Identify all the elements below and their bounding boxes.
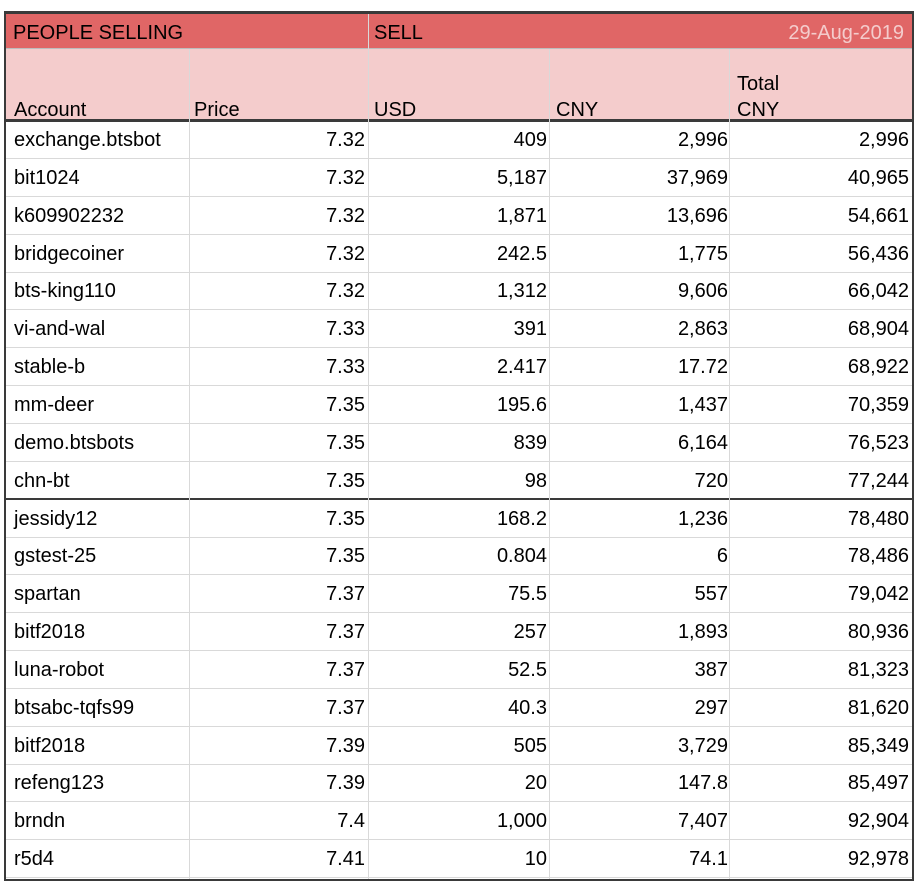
- price-cell[interactable]: 7.39: [326, 734, 365, 757]
- usd-cell[interactable]: 10: [524, 848, 547, 871]
- table-row: [6, 463, 912, 500]
- price-cell[interactable]: 7.37: [326, 583, 365, 606]
- table-row: [6, 236, 912, 273]
- table-row: [6, 728, 912, 765]
- cny-cell[interactable]: 1,437: [677, 393, 728, 416]
- column-separator: [189, 49, 190, 879]
- usd-cell[interactable]: 242.5: [496, 242, 547, 265]
- account-cell[interactable]: bridgecoiner: [14, 242, 125, 265]
- cny-cell[interactable]: 17.72: [677, 356, 728, 379]
- cny-cell[interactable]: 2,863: [677, 318, 728, 341]
- total-cny-cell[interactable]: 79,042: [847, 583, 909, 606]
- total-cny-cell[interactable]: 85,497: [847, 772, 909, 795]
- total-cny-cell[interactable]: 2,996: [858, 129, 909, 151]
- table-row: [6, 311, 912, 348]
- account-cell[interactable]: refeng123: [14, 772, 105, 795]
- usd-cell[interactable]: 98: [524, 469, 547, 492]
- total-cny-cell[interactable]: 78,486: [847, 545, 909, 568]
- account-cell[interactable]: luna-robot: [14, 658, 105, 681]
- usd-cell[interactable]: 1,312: [496, 280, 547, 303]
- usd-cell[interactable]: 839: [513, 431, 547, 454]
- column-separator: [368, 14, 369, 879]
- cny-cell[interactable]: 6: [716, 545, 728, 568]
- account-cell[interactable]: spartan: [14, 583, 81, 606]
- header-total-line2[interactable]: CNY: [737, 99, 780, 121]
- account-cell[interactable]: chn-bt: [14, 469, 70, 492]
- usd-cell[interactable]: 20: [524, 772, 547, 795]
- total-cny-cell[interactable]: 76,523: [847, 431, 909, 454]
- header-price[interactable]: Price: [194, 99, 240, 121]
- total-cny-cell[interactable]: 70,359: [847, 393, 909, 416]
- account-cell[interactable]: bitf2018: [14, 734, 86, 757]
- cny-cell[interactable]: 147.8: [677, 772, 728, 795]
- cny-cell[interactable]: 7,407: [677, 810, 728, 833]
- total-cny-cell[interactable]: 92,904: [847, 810, 909, 833]
- table-row: [6, 349, 912, 386]
- column-separator: [549, 49, 550, 879]
- cny-cell[interactable]: 74.1: [689, 848, 728, 871]
- account-cell[interactable]: btsabc-tqfs99: [14, 696, 135, 719]
- account-cell[interactable]: bts-king110: [14, 280, 116, 303]
- header-total-line1[interactable]: Total: [737, 73, 780, 95]
- usd-cell[interactable]: 409: [513, 129, 547, 151]
- usd-cell[interactable]: 168.2: [496, 507, 547, 530]
- table-row: [6, 803, 912, 840]
- price-cell[interactable]: 7.35: [326, 393, 365, 416]
- table-row: [6, 538, 912, 575]
- table-row: [6, 690, 912, 727]
- price-cell[interactable]: 7.41: [326, 848, 365, 871]
- price-cell[interactable]: 7.32: [326, 280, 365, 303]
- price-cell[interactable]: 7.39: [326, 772, 365, 795]
- selling-table: [4, 11, 914, 881]
- table-row: [6, 425, 912, 462]
- cny-cell[interactable]: 297: [694, 696, 728, 719]
- table-row: [6, 198, 912, 235]
- account-cell[interactable]: gstest-25: [14, 545, 97, 568]
- price-cell[interactable]: 7.35: [326, 507, 365, 530]
- table-row: [6, 765, 912, 802]
- usd-cell[interactable]: 257: [513, 621, 547, 644]
- cny-cell[interactable]: 1,236: [677, 507, 728, 530]
- price-cell[interactable]: 7.32: [326, 204, 365, 227]
- title-row: [6, 14, 912, 49]
- account-cell[interactable]: exchange.btsbot: [14, 129, 161, 151]
- header-usd[interactable]: USD: [374, 99, 417, 121]
- side-label[interactable]: SELL: [374, 22, 423, 44]
- cny-cell[interactable]: 2,996: [677, 129, 728, 151]
- table-row: [6, 501, 912, 538]
- account-cell[interactable]: brndn: [14, 810, 66, 833]
- account-cell[interactable]: stable-b: [14, 356, 86, 379]
- table-row: [6, 652, 912, 689]
- price-cell[interactable]: 7.35: [326, 545, 365, 568]
- usd-cell[interactable]: 505: [513, 734, 547, 757]
- total-cny-cell[interactable]: 85,349: [847, 734, 909, 757]
- usd-cell[interactable]: 5,187: [496, 166, 547, 189]
- price-cell[interactable]: 7.33: [326, 356, 365, 379]
- total-cny-cell[interactable]: 77,244: [847, 469, 909, 492]
- usd-cell[interactable]: 2.417: [496, 356, 547, 379]
- table-row: [6, 122, 912, 159]
- top-strip: [0, 0, 924, 11]
- cny-cell[interactable]: 6,164: [677, 431, 728, 454]
- table-row: [6, 387, 912, 424]
- usd-cell[interactable]: 40.3: [508, 696, 547, 719]
- section-title[interactable]: PEOPLE SELLING: [13, 22, 184, 44]
- account-cell[interactable]: jessidy12: [14, 507, 98, 530]
- usd-cell[interactable]: 1,000: [496, 810, 547, 833]
- table-row: [6, 273, 912, 310]
- cny-cell[interactable]: 1,893: [677, 621, 728, 644]
- account-cell[interactable]: k609902232: [14, 204, 125, 227]
- account-cell[interactable]: r5d4: [14, 848, 55, 871]
- cny-cell[interactable]: 1,775: [677, 242, 728, 265]
- cny-cell[interactable]: 557: [694, 583, 728, 606]
- account-cell[interactable]: vi-and-wal: [14, 318, 106, 341]
- table-row: [6, 841, 912, 878]
- header-cny[interactable]: CNY: [556, 99, 599, 121]
- price-cell[interactable]: 7.35: [326, 469, 365, 492]
- header-row: [6, 49, 912, 122]
- account-cell[interactable]: demo.btsbots: [14, 431, 135, 454]
- cny-cell[interactable]: 13,696: [666, 204, 728, 227]
- column-separator: [729, 49, 730, 879]
- total-cny-cell[interactable]: 68,922: [847, 356, 909, 379]
- table-row: [6, 576, 912, 613]
- usd-cell[interactable]: 195.6: [496, 393, 547, 416]
- price-cell[interactable]: 7.37: [326, 621, 365, 644]
- total-cny-cell[interactable]: 56,436: [847, 242, 909, 265]
- account-cell[interactable]: bitf2018: [14, 621, 86, 644]
- total-cny-cell[interactable]: 81,323: [847, 658, 909, 681]
- usd-cell[interactable]: 52.5: [508, 658, 547, 681]
- total-cny-cell[interactable]: 78,480: [847, 507, 909, 530]
- price-cell[interactable]: 7.32: [326, 129, 365, 151]
- total-cny-cell[interactable]: 92,978: [847, 848, 909, 871]
- cny-cell[interactable]: 37,969: [666, 166, 728, 189]
- total-cny-cell[interactable]: 81,620: [847, 696, 909, 719]
- price-cell[interactable]: 7.32: [326, 166, 365, 189]
- price-cell[interactable]: 7.37: [326, 658, 365, 681]
- header-account[interactable]: Account: [14, 99, 87, 121]
- account-cell[interactable]: mm-deer: [14, 393, 95, 416]
- total-cny-cell[interactable]: 66,042: [847, 280, 909, 303]
- table-row: [6, 614, 912, 651]
- total-cny-cell[interactable]: 68,904: [847, 318, 909, 341]
- total-cny-cell[interactable]: 54,661: [847, 204, 909, 227]
- total-cny-cell[interactable]: 80,936: [847, 621, 909, 644]
- usd-cell[interactable]: 0.804: [496, 545, 547, 568]
- price-cell[interactable]: 7.33: [326, 318, 365, 341]
- account-cell[interactable]: bit1024: [14, 166, 80, 189]
- table-row: [6, 160, 912, 197]
- cny-cell[interactable]: 3,729: [677, 734, 728, 757]
- cny-cell[interactable]: 9,606: [677, 280, 728, 303]
- price-cell[interactable]: 7.4: [337, 810, 365, 833]
- total-cny-cell[interactable]: 40,965: [847, 166, 909, 189]
- price-cell[interactable]: 7.37: [326, 696, 365, 719]
- usd-cell[interactable]: 1,871: [496, 204, 547, 227]
- cny-cell[interactable]: 387: [694, 658, 728, 681]
- date-cell[interactable]: 29-Aug-2019: [788, 22, 904, 44]
- price-cell[interactable]: 7.32: [326, 242, 365, 265]
- usd-cell[interactable]: 391: [513, 318, 547, 341]
- cny-cell[interactable]: 720: [694, 469, 728, 492]
- price-cell[interactable]: 7.35: [326, 431, 365, 454]
- usd-cell[interactable]: 75.5: [508, 583, 547, 606]
